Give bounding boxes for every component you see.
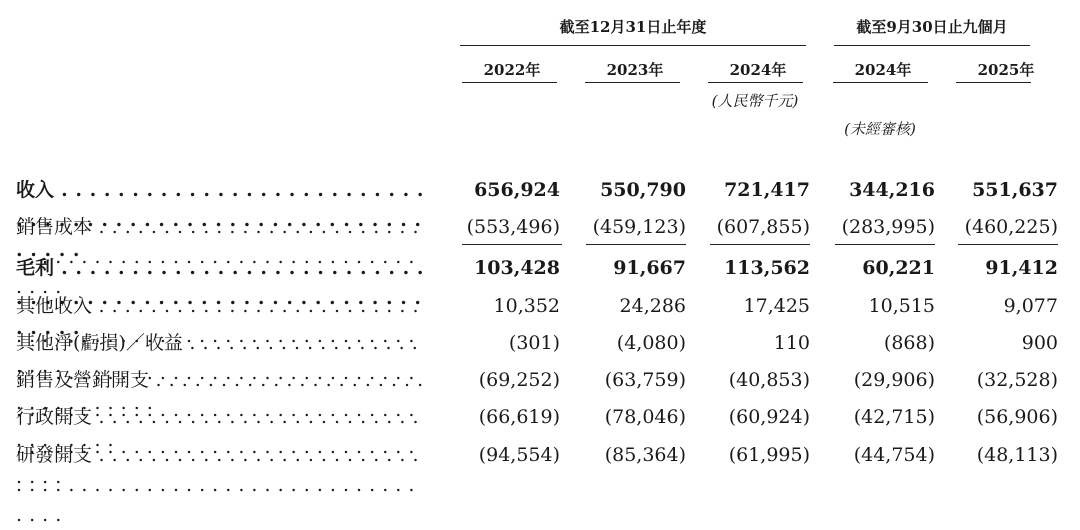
cell-2025-9m: (460,225) (964, 216, 1058, 238)
cell-2023: (63,759) (604, 369, 686, 391)
cell-2024: 110 (773, 332, 810, 354)
cell-2023: (78,046) (604, 406, 686, 428)
year-2024-9m: 2024年 (854, 61, 912, 79)
cell-2024: (60,924) (728, 406, 810, 428)
cell-2023: (85,364) (604, 444, 686, 466)
row-label: 其他收入 . . . (16, 291, 426, 381)
table-row (0, 175, 1080, 205)
cell-2025-9m: 91,412 (985, 257, 1058, 279)
cell-2022: 103,428 (474, 257, 560, 279)
row-label: 銷售及營銷開支 . . . (16, 365, 426, 455)
year-2025-9m-rule (956, 82, 1031, 83)
subtotal-rule (462, 244, 562, 245)
row-label: 研發開支 . . . (16, 440, 426, 530)
table-row (0, 253, 1080, 283)
cell-2022: (94,554) (478, 444, 560, 466)
cell-2023: 91,667 (613, 257, 686, 279)
header-nine-months-rule (834, 45, 1030, 46)
row-label: 行政開支 . . . (16, 402, 426, 492)
subtotal-rule (710, 244, 810, 245)
year-2024: 2024年 (729, 61, 787, 79)
subtotal-rule (835, 244, 935, 245)
cell-2025-9m: 9,077 (1003, 295, 1058, 317)
cell-2024-9m: (283,995) (841, 216, 935, 238)
cell-2022: (66,619) (478, 406, 560, 428)
header-full-year: 截至12月31日止年度 (559, 18, 707, 36)
cell-2024-9m: (44,754) (853, 444, 935, 466)
table-row (0, 440, 1080, 470)
table-row (0, 291, 1080, 321)
header-full-year-rule (460, 45, 806, 46)
cell-2023: 24,286 (619, 295, 686, 317)
cell-2022: (301) (508, 332, 560, 354)
cell-2024: 17,425 (743, 295, 810, 317)
subtotal-rule (586, 244, 686, 245)
cell-2024: 721,417 (724, 179, 810, 201)
cell-2024-9m: (868) (883, 332, 935, 354)
cell-2025-9m: (32,528) (976, 369, 1058, 391)
cell-2024: 113,562 (724, 257, 810, 279)
table-row (0, 212, 1080, 242)
header-nine-months: 截至9月30日止九個月 (856, 18, 1008, 36)
cell-2023: (4,080) (616, 332, 686, 354)
cell-2023: 550,790 (600, 179, 686, 201)
cell-2022: (553,496) (466, 216, 560, 238)
year-2024-rule (708, 82, 803, 83)
cell-2023: (459,123) (592, 216, 686, 238)
year-2022-rule (462, 82, 557, 83)
unaudited-note: (未經審核) (844, 120, 916, 138)
subtotal-rule (958, 244, 1058, 245)
row-label: 其他淨(虧損)／收益 . . . (16, 328, 426, 418)
row-label: 收入 . . . (16, 175, 426, 265)
cell-2024: (61,995) (728, 444, 810, 466)
cell-2024-9m: 60,221 (862, 257, 935, 279)
cell-2024-9m: 344,216 (849, 179, 935, 201)
table-row (0, 328, 1080, 358)
currency-note: (人民幣千元) (711, 92, 799, 110)
cell-2025-9m: 900 (1021, 332, 1058, 354)
table-row (0, 402, 1080, 432)
cell-2024: (607,855) (716, 216, 810, 238)
year-2022: 2022年 (483, 61, 541, 79)
cell-2024-9m: 10,515 (868, 295, 935, 317)
row-label: 銷售成本 . . . (16, 212, 426, 302)
table-row (0, 365, 1080, 395)
cell-2025-9m: (48,113) (976, 444, 1058, 466)
year-2025-9m: 2025年 (977, 61, 1035, 79)
cell-2022: 10,352 (493, 295, 560, 317)
cell-2025-9m: (56,906) (976, 406, 1058, 428)
year-2023-rule (585, 82, 680, 83)
cell-2022: 656,924 (474, 179, 560, 201)
cell-2025-9m: 551,637 (972, 179, 1058, 201)
cell-2022: (69,252) (478, 369, 560, 391)
year-2024-9m-rule (833, 82, 928, 83)
cell-2024: (40,853) (728, 369, 810, 391)
row-label: 毛利 . . . (16, 253, 426, 343)
cell-2024-9m: (29,906) (853, 369, 935, 391)
year-2023: 2023年 (606, 61, 664, 79)
cell-2024-9m: (42,715) (853, 406, 935, 428)
